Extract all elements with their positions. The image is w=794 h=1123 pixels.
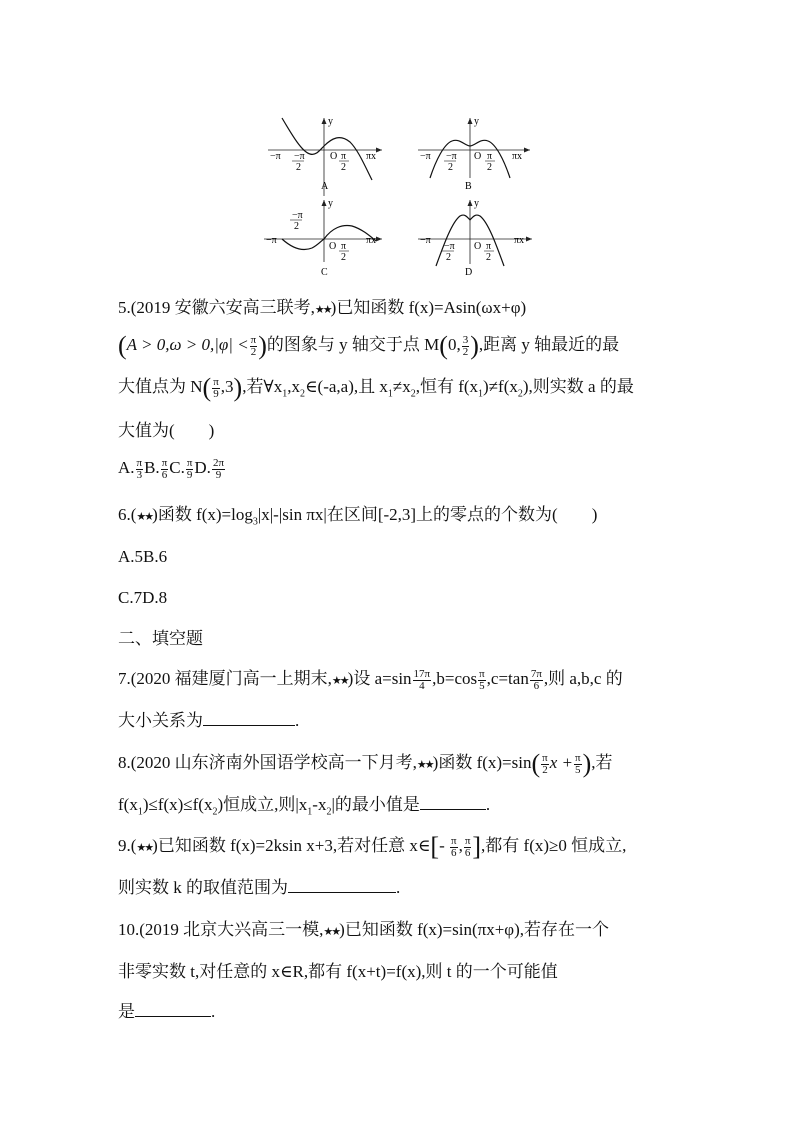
option-b[interactable]: B. $\frac{\pi}{6}$ — [144, 456, 168, 481]
tick-neg-pi-half-num: −π — [444, 241, 455, 252]
answer-graphs — [0, 0, 794, 290]
tick-neg-pi-half-den: 2 — [448, 162, 453, 173]
tick-neg-pi-half-num: −π — [446, 151, 457, 162]
q5-line1: 5.(2019 安徽六安高三联考,★★)已知函数 f(x)=Asin(ωx+φ) — [118, 298, 527, 317]
origin-label: O — [329, 241, 337, 252]
graph-b — [418, 116, 530, 192]
y-axis-label: y — [474, 116, 479, 127]
tick-pi-half-num: π — [341, 241, 347, 252]
tick-pi-half-den: 2 — [341, 162, 346, 173]
answer-blank[interactable] — [203, 711, 295, 726]
q7-line1: 7.(2020 福建厦门高一上期末,★★)设 a=sin $\frac{17\pi}{4}$ ,b=cos $\frac{\pi}{5}$ ,c=tan $\frac{7\pi}{6}$ ,则 a,b,c 的 — [118, 667, 623, 692]
panel-label-b: B — [465, 181, 472, 192]
tick-pi-half-num: π — [341, 151, 347, 162]
q6-stem: 6.(★★)函数 $f(x)=\log_3|x|-|\sin$ πx|在区间[-2,3]上的零点的个数为( ) — [118, 505, 598, 528]
q6-options-2: C.7D.8 — [118, 588, 168, 607]
tick-neg-pi-half-num: −π — [294, 151, 305, 162]
tick-neg-pi-half-den: 2 — [296, 162, 301, 173]
panel-label-a: A — [321, 181, 329, 192]
graph-d — [418, 198, 532, 278]
difficulty-stars: ★★ — [136, 511, 153, 523]
q9-line2: 则实数 k 的取值范围为 . — [118, 878, 401, 897]
q10-line3: 是 . — [118, 1002, 216, 1021]
difficulty-stars: ★★ — [331, 675, 348, 687]
x-axis-label: πx — [366, 235, 377, 246]
answer-blank[interactable] — [288, 878, 396, 893]
tick-pi-half-den: 2 — [486, 252, 491, 263]
tick-minus-pi: −π — [420, 151, 431, 162]
option-c[interactable]: C. $\frac{\pi}{9}$ — [169, 456, 193, 481]
q7-line2: 大小关系为 . — [118, 711, 300, 730]
y-axis-label: y — [474, 198, 479, 209]
option-a[interactable]: A. $\frac{\pi}{3}$ — [118, 456, 143, 481]
tick-pi-half-num: π — [487, 151, 493, 162]
q10-line1: 10.(2019 北京大兴高三一模,★★)已知函数 f(x)=sin(πx+φ),若存在一个 — [118, 920, 610, 939]
x-axis-label: πx — [366, 151, 377, 162]
origin-label: O — [330, 151, 338, 162]
difficulty-stars: ★★ — [323, 926, 340, 938]
tick-neg-pi-half-num: −π — [292, 210, 303, 221]
option-d[interactable]: D. $\frac{2\pi}{9}$ — [194, 456, 224, 481]
y-axis-label: y — [328, 116, 333, 127]
q9-line1: 9.(★★)已知函数 f(x)=2ksin x+3,若对任意 x∈[- $\frac{\pi}{6}$ , $\frac{\pi}{6}$ ],都有 f(x)≥0 恒成立, — [118, 832, 627, 862]
q5-line4: 大值为( ) — [118, 421, 215, 440]
q8-line1: 8.(2020 山东济南外国语学校高一下月考,★★)函数 f(x)=sin( $\frac{\pi}{2}$ x + $\frac{\pi}{5}$ ),若 — [118, 749, 613, 779]
tick-pi-half-den: 2 — [487, 162, 492, 173]
q5-options — [118, 456, 226, 481]
answer-blank[interactable] — [135, 1002, 211, 1017]
y-axis-label: y — [328, 198, 333, 209]
graph-c — [264, 198, 382, 278]
tick-minus-pi: −π — [420, 235, 431, 246]
tick-neg-pi-half-den: 2 — [446, 252, 451, 263]
q8-line2: $f(x_1)\le f(x)\le f(x_2)$恒成立,则$|x_1-x_2|$的最小值是 . — [118, 795, 491, 818]
q6-options-1: A.5B.6 — [118, 547, 168, 566]
answer-blank[interactable] — [420, 795, 486, 810]
origin-label: O — [474, 151, 482, 162]
tick-pi-half-den: 2 — [341, 252, 346, 263]
panel-label-c: C — [321, 267, 328, 278]
tick-pi-half-num: π — [486, 241, 492, 252]
tick-minus-pi: −π — [266, 235, 277, 246]
x-axis-label: πx — [512, 151, 523, 162]
origin-label: O — [474, 241, 482, 252]
tick-minus-pi: −π — [270, 151, 281, 162]
panel-label-d: D — [465, 267, 473, 278]
graph-a — [268, 116, 382, 196]
difficulty-stars: ★★ — [416, 759, 433, 771]
difficulty-stars: ★★ — [136, 842, 153, 854]
tick-neg-pi-half-den: 2 — [294, 221, 299, 232]
x-axis-label: πx — [514, 235, 525, 246]
difficulty-stars: ★★ — [314, 304, 331, 316]
q5-line3: 大值点为 N( $\frac{\pi}{9}$ ,3),若$\forall x_1,x_2\in(-a,a)$,且 $x_1\ne x_2$,恒有 $f(x_1)\ne f(x_2)$,则实数 a 的最 — [118, 373, 634, 403]
q5-line2: (A > 0,ω > 0,|φ| < $\frac{\pi}{2}$ )的图象与 y 轴交于点 M(0, $\frac{3}{2}$ ),距离 y 轴最近的最 — [118, 331, 620, 361]
q10-line2: 非零实数 t,对任意的 x∈R,都有 f(x+t)=f(x),则 t 的一个可能值 — [118, 962, 558, 981]
section-heading: 二、填空题 — [118, 629, 203, 649]
